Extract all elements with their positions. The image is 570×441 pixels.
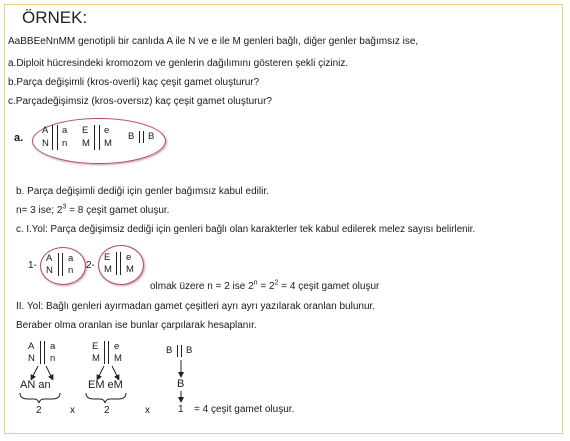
gene: a	[68, 253, 74, 264]
gene: M	[104, 138, 112, 149]
question-a: a.Diploit hücresindeki kromozom ve genlerin dağılımını gösteren şekli çiziniz.	[8, 58, 349, 69]
gene: M	[114, 353, 122, 364]
answer-b-line1: b. Parça değişimli dediği için genler bağımsız kabul edilir.	[16, 186, 269, 197]
method2-gametes-an: AN an	[20, 379, 51, 391]
arrow	[98, 366, 104, 378]
example-title: ÖRNEK:	[22, 8, 88, 27]
diagram-a-label: a.	[14, 132, 24, 144]
gene: M	[92, 353, 100, 364]
gene: A	[46, 253, 53, 264]
answer-b-suffix: = 8 çeşit gamet oluşur.	[66, 205, 170, 216]
gene: B	[186, 345, 193, 356]
gene: e	[126, 252, 132, 263]
question-intro: AaBBEeNnMM genotipli bir canlıda A ile N ve e ile M genleri bağlı, diğer genler bağımsız ise,	[8, 36, 419, 47]
method2-line1: II. Yol: Bağlı genleri ayırmadan gamet çeşitleri ayrı ayrı yazılarak oranlan bulunur.	[16, 301, 376, 312]
gene: N	[46, 265, 53, 276]
method2-times1: x	[70, 405, 75, 416]
gene: M	[104, 264, 112, 275]
gene: B	[166, 345, 173, 356]
method2-result: = 4 çeşit gamet oluşur.	[194, 404, 295, 415]
formula-exponent-2: 2	[274, 279, 279, 287]
method2-gametes-em: EM eM	[88, 379, 123, 391]
formula-prefix: olmak üzere n = 2 ise 2	[150, 281, 254, 292]
answer-c-line1: c. I.Yol: Parça değişimsiz dediği için genleri bağlı olan karakterler tek kabul edilerek melez sayısı belirlenir.	[16, 224, 476, 235]
gene: e	[104, 125, 110, 136]
formula-exponent-n: n	[253, 279, 258, 287]
method2-count2: 2	[104, 405, 110, 416]
gene: e	[114, 341, 120, 352]
gene: E	[92, 341, 99, 352]
gene: n	[68, 265, 74, 276]
gene: A	[42, 125, 49, 136]
gene: a	[50, 341, 56, 352]
gene: A	[28, 341, 35, 352]
gene: B	[128, 131, 135, 142]
gene: n	[62, 138, 68, 149]
question-c: c.Parçadeğişimsiz (kros-oversız) kaç çeşit gamet oluşturur?	[8, 96, 272, 107]
brace	[20, 393, 60, 403]
method2-count3: 1	[178, 404, 184, 415]
method2-line2: Beraber olma oranlan ise bunlar çarpılarak hesaplanır.	[16, 320, 257, 331]
brace	[86, 393, 126, 403]
arrow	[32, 366, 38, 378]
method2-times2: x	[145, 405, 150, 416]
answer-b-exponent: 3	[62, 203, 67, 211]
question-b: b.Parça değişimli (kros-overli) kaç çeşit gamet oluşturur?	[8, 77, 260, 88]
answer-b-prefix: n= 3 ise; 2	[16, 205, 63, 216]
formula-mid: = 2	[257, 281, 275, 292]
gene: N	[28, 353, 35, 364]
diagram-c-label2: 2-	[86, 260, 95, 271]
method2-gametes-b: B	[177, 378, 185, 390]
gene: E	[104, 252, 111, 263]
arrow	[112, 366, 118, 378]
gene: a	[62, 125, 68, 136]
method2-count1: 2	[36, 405, 42, 416]
gene: N	[42, 138, 49, 149]
diagram-c-label1: 1-	[28, 260, 37, 271]
gene: M	[82, 138, 90, 149]
arrow	[46, 366, 52, 378]
gene: M	[126, 264, 134, 275]
formula-suffix: = 4 çeşit gamet oluşur	[278, 281, 380, 292]
gene: n	[50, 353, 56, 364]
gene: B	[148, 131, 155, 142]
gene: E	[82, 125, 89, 136]
